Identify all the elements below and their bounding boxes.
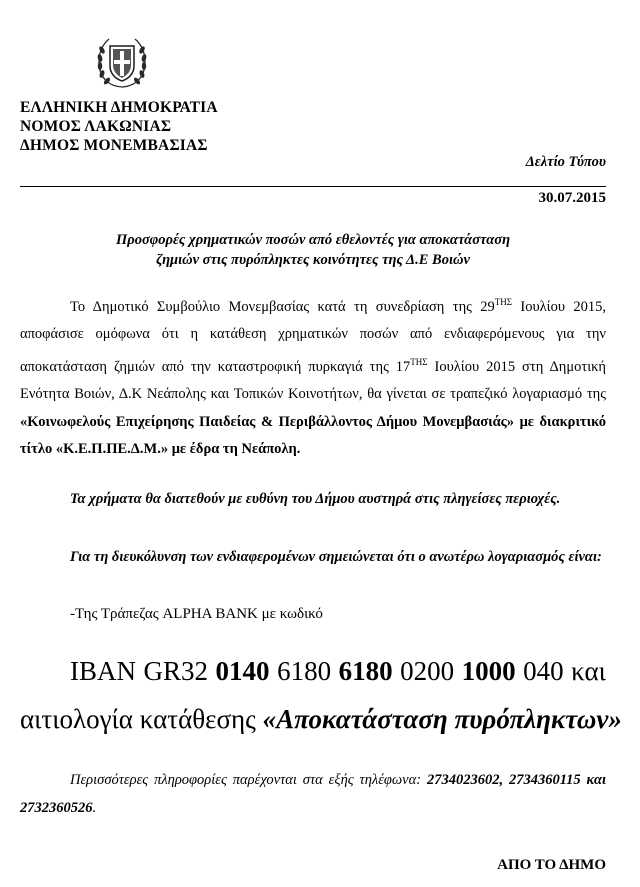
iban-part: και	[571, 656, 606, 686]
greek-coat-of-arms-icon	[93, 34, 151, 92]
title-line-1: Προσφορές χρηματικών ποσών από εθελοντές για αποκατάσταση	[115, 232, 511, 248]
reason-text: «Αποκατάσταση πυρόπληκτων»	[262, 704, 622, 734]
phone-numbers: 2734023602, 2734360115 και 2732360526	[20, 772, 606, 816]
iban-label: IBAN	[70, 656, 136, 686]
signature: ΑΠΟ ΤΟ ΔΗΜΟ	[497, 857, 606, 873]
paragraph-1	[20, 289, 606, 464]
iban-part: 040	[523, 656, 564, 686]
paragraph-2: Τα χρήματα θα διατεθούν με ευθύνη του Δήμου αυστηρά στις πληγείσες περιοχές.	[70, 491, 561, 507]
bank-line	[70, 606, 323, 623]
contact-text: Περισσότερες πληροφορίες παρέχονται στα εξής τηλέφωνα:	[70, 772, 427, 788]
contact-end: .	[92, 800, 97, 816]
paragraph-1-text-a: Το Δημοτικό Συμβούλιο Μονεμβασίας κατά τη συνεδρίαση της 29	[70, 298, 495, 315]
document-title	[20, 230, 606, 270]
iban-part: 6180	[338, 656, 393, 686]
ordinal-suffix: ΤΗΣ	[494, 297, 513, 307]
ordinal-suffix: ΤΗΣ	[410, 356, 428, 367]
header-prefecture: ΝΟΜΟΣ ΛΑΚΩΝΙΑΣ	[20, 118, 172, 135]
title-line-2: ζημιών στις πυρόπληκτες κοινότητες της Δ.Ε Βοιών	[156, 252, 470, 268]
header-municipality: ΔΗΜΟΣ ΜΟΝΕΜΒΑΣΙΑΣ	[20, 137, 208, 154]
iban-part: 0200	[400, 656, 455, 686]
iban-part: 1000	[461, 656, 516, 686]
iban-part: 0140	[215, 656, 270, 686]
press-release-label: Δελτίο Τύπου	[525, 154, 606, 170]
reason-prefix: αιτιολογία κατάθεσης	[20, 704, 263, 734]
contact-info	[20, 766, 606, 822]
paragraph-3: Για τη διευκόλυνση των ενδιαφερομένων σημειώνεται ότι ο ανωτέρω λογαριασμός είναι:	[70, 549, 602, 565]
paragraph-1-text-b: Ιουλίου 2015, αποφάσισε ομόφωνα ότι η κατάθεση χρηματικών ποσών από ενδιαφερόμενους για την αποκατάσταση ζημιών από την καταστροφική πυρκαγιά της 17	[20, 298, 606, 375]
bank-suffix: με κωδικό	[257, 606, 323, 622]
organization-name: «Κοινωφελούς Επιχείρησης Παιδείας & Περιβάλλοντος Δήμου Μονεμβασιάς» με διακριτικό τίτλο «Κ.Ε.Π.ΠΕ.Δ.Μ.» με έδρα τη Νεάπολη.	[20, 413, 606, 458]
iban-part: GR32	[143, 656, 209, 686]
iban-part: 6180	[277, 656, 332, 686]
bank-name: -Της Τράπεζας ALPHA BANK	[70, 606, 258, 622]
paragraph-1-text-c: Ιουλίου 2015 στη Δημοτική Ενότητα Βοιών, Δ.Κ Νεάπολης και Τοπικών Κοινοτήτων, θα γίνεται σε τραπεζικό λογαριασμό της	[20, 358, 606, 403]
header-republic: ΕΛΛΗΝΙΚΗ ΔΗΜΟΚΡΑΤΙΑ	[20, 99, 218, 116]
deposit-reason	[20, 702, 622, 736]
document-date: 30.07.2015	[538, 190, 606, 206]
iban-line	[70, 654, 606, 688]
header-divider	[20, 186, 606, 187]
